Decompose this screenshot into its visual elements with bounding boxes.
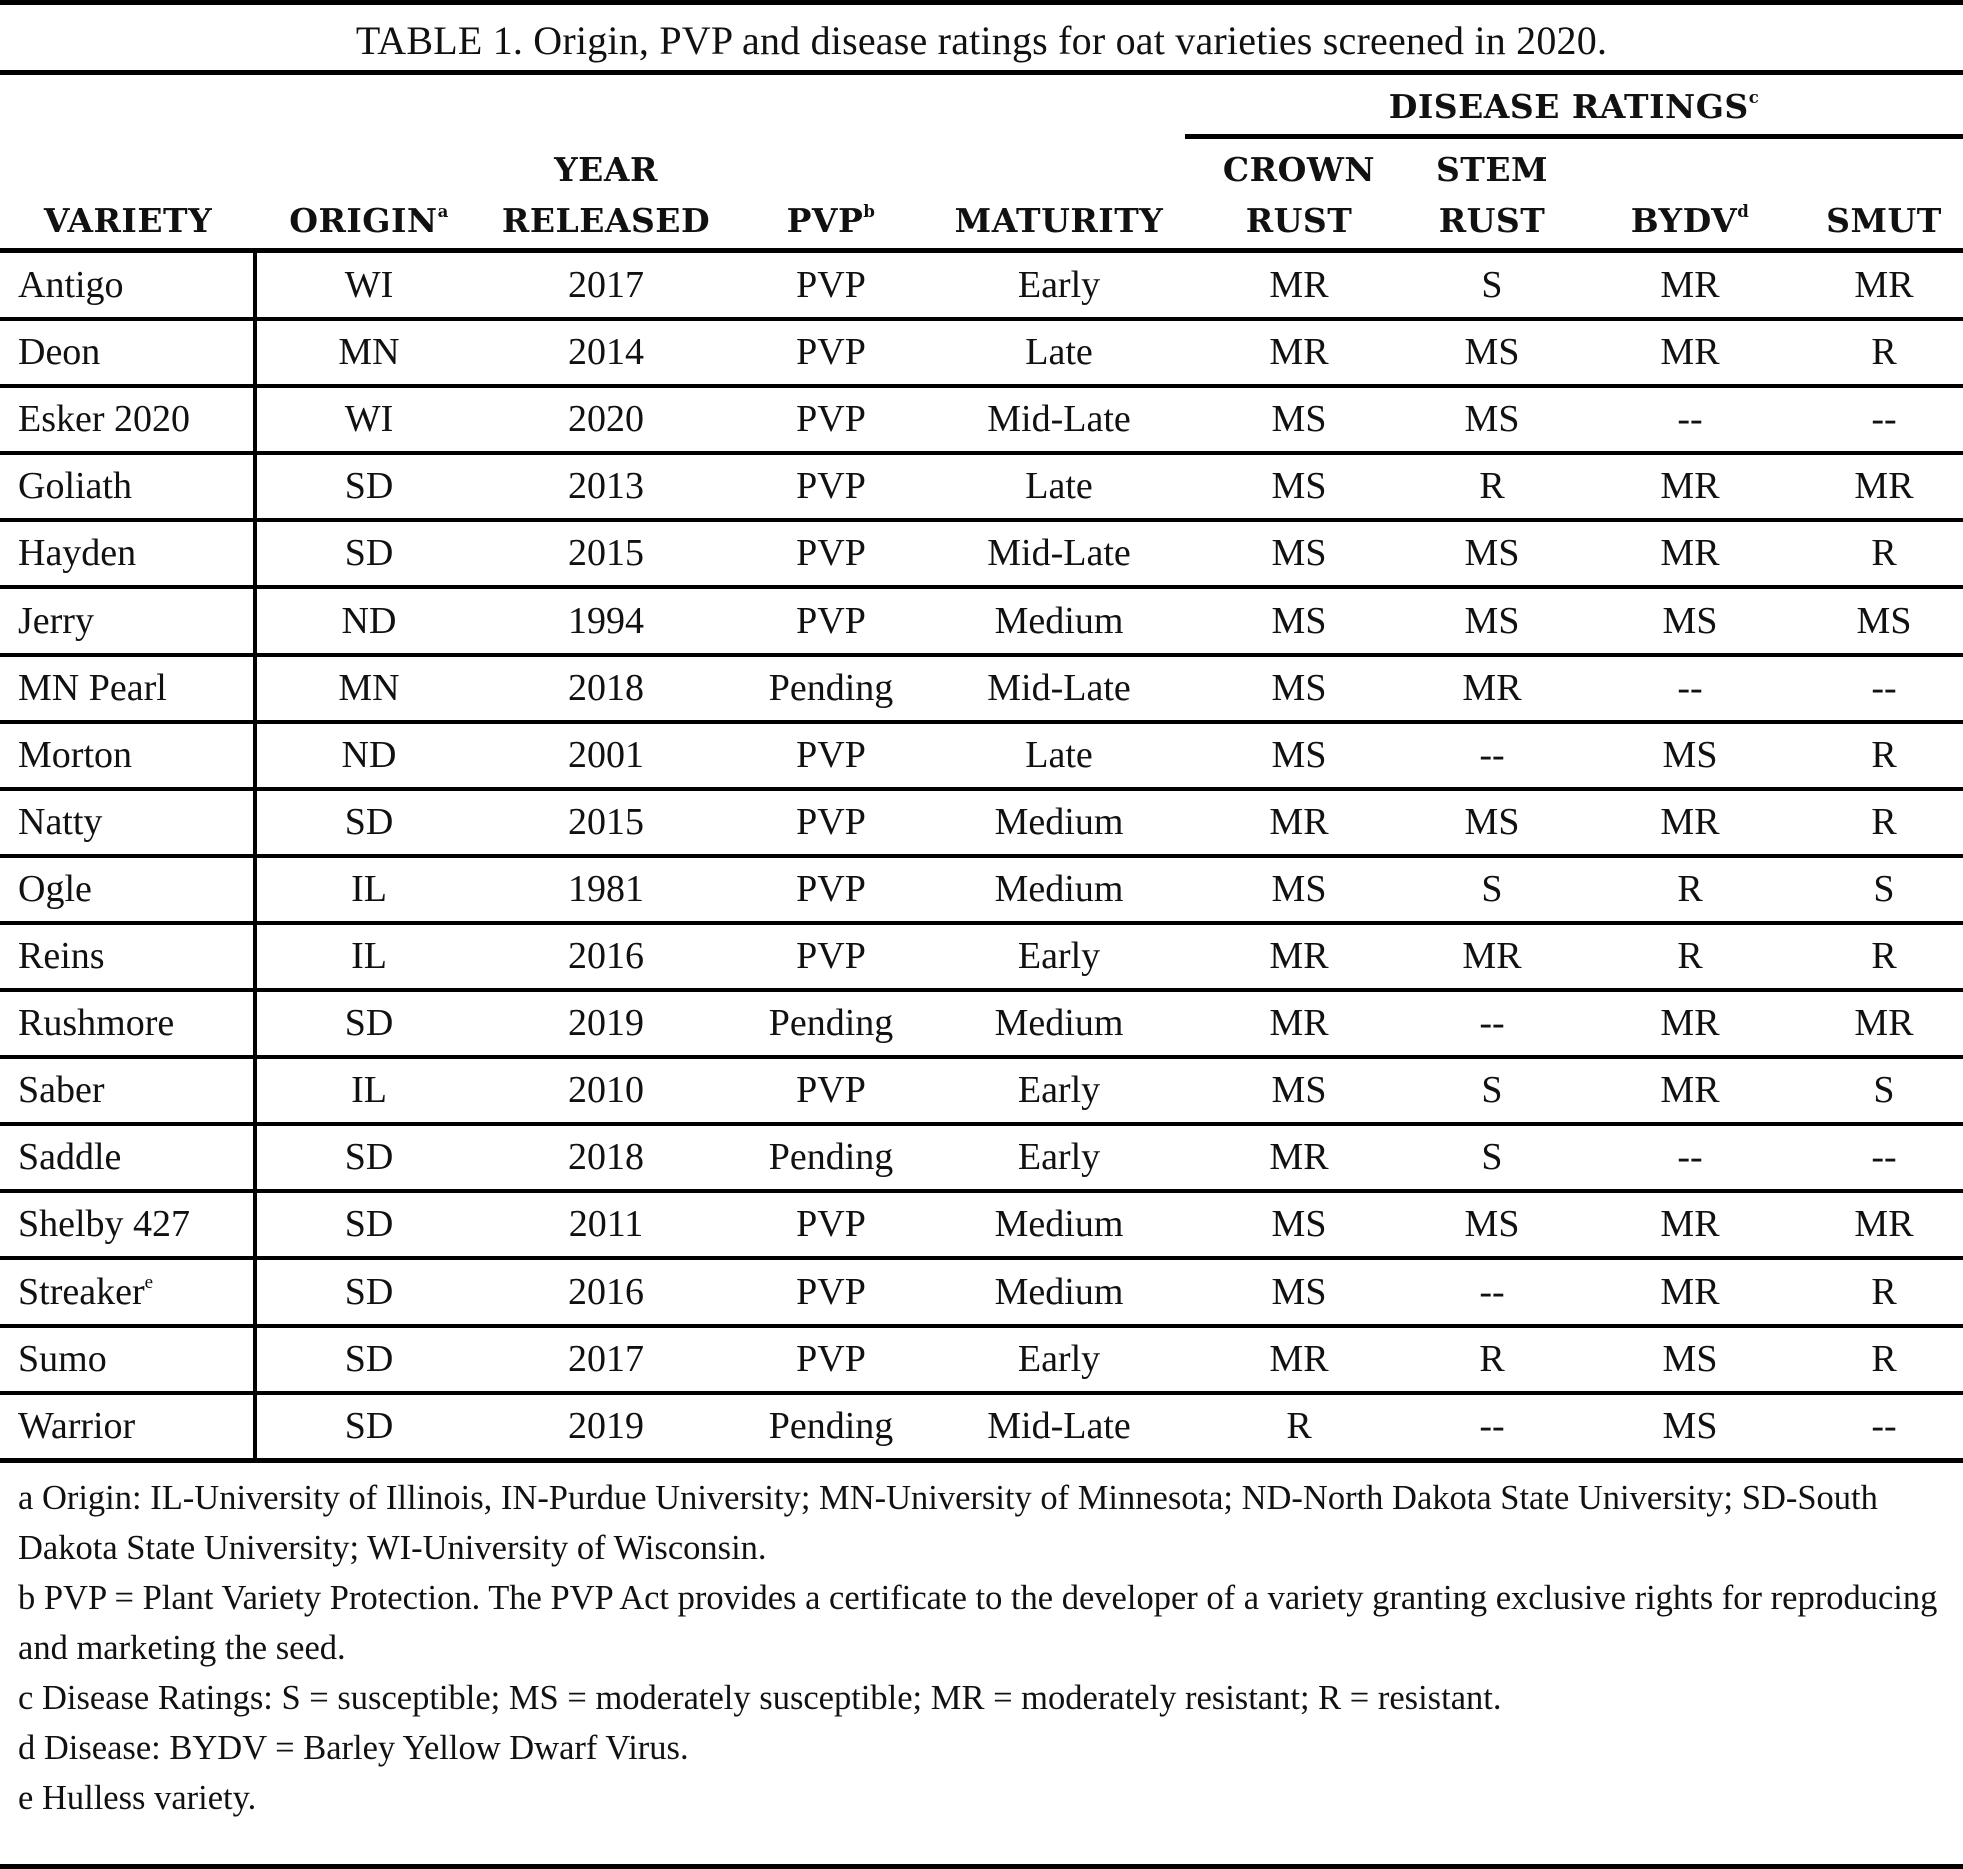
cell-bydv: MR xyxy=(1660,1270,1720,1313)
cell-bydv: MR xyxy=(1660,800,1720,843)
variety-name: Shelby 427 xyxy=(18,1203,191,1246)
cell-smut: MR xyxy=(1854,1203,1914,1246)
cell-year: 1994 xyxy=(568,599,644,642)
cell-maturity: Late xyxy=(1025,465,1093,508)
cell-variety xyxy=(18,923,105,990)
column-header-variety xyxy=(44,196,212,246)
cell-origin: WI xyxy=(344,264,394,306)
variety-name: Ogle xyxy=(18,867,92,910)
cell-pvp: PVP xyxy=(796,1069,866,1112)
table-row xyxy=(0,319,1963,386)
disease-ratings-rule xyxy=(1185,134,1963,139)
cell-smut: R xyxy=(1871,532,1897,575)
variety-name: Goliath xyxy=(18,465,132,508)
cell-maturity: Mid-Late xyxy=(987,532,1131,575)
cell-pvp: PVP xyxy=(796,331,866,374)
cell-variety xyxy=(18,588,94,655)
variety-name: Sumo xyxy=(18,1337,107,1380)
table-row xyxy=(0,856,1963,923)
cell-smut: MR xyxy=(1854,264,1914,306)
cell-pvp: PVP xyxy=(796,1270,866,1313)
cell-bydv: MS xyxy=(1662,1337,1718,1380)
cell-bydv: MR xyxy=(1660,331,1720,374)
cell-smut: -- xyxy=(1871,398,1897,441)
variety-name: Hayden xyxy=(18,532,137,575)
group-header-footnote-mark: c xyxy=(1748,88,1760,108)
cell-crown-rust: MS xyxy=(1271,733,1327,776)
cell-pvp: Pending xyxy=(768,666,894,709)
cell-year: 2020 xyxy=(568,398,644,441)
variety-name: Reins xyxy=(18,935,105,977)
cell-origin: SD xyxy=(344,1203,394,1246)
cell-variety xyxy=(18,1393,135,1460)
cell-stem-rust: S xyxy=(1481,264,1503,306)
cell-stem-rust: S xyxy=(1481,867,1503,910)
cell-year: 2016 xyxy=(568,935,644,977)
cell-variety xyxy=(18,453,132,520)
top-rule xyxy=(0,0,1963,5)
cell-crown-rust: MS xyxy=(1271,1270,1327,1313)
cell-stem-rust: -- xyxy=(1479,1404,1505,1447)
cell-variety xyxy=(18,655,167,722)
column-header-crown-rust xyxy=(1246,196,1353,246)
cell-pvp: PVP xyxy=(796,532,866,575)
cell-crown-rust: MR xyxy=(1269,1002,1329,1045)
table-row xyxy=(0,453,1963,520)
table-row xyxy=(0,923,1963,990)
cell-smut: -- xyxy=(1871,1136,1897,1179)
cell-variety xyxy=(18,1326,107,1393)
cell-stem-rust: MS xyxy=(1464,398,1520,441)
cell-origin: SD xyxy=(344,1002,394,1045)
cell-crown-rust: MS xyxy=(1271,1203,1327,1246)
cell-maturity: Mid-Late xyxy=(987,1404,1131,1447)
cell-year: 2017 xyxy=(568,1337,644,1380)
variety-name: Antigo xyxy=(18,264,124,306)
cell-maturity: Medium xyxy=(994,1270,1124,1313)
table-row xyxy=(0,789,1963,856)
cell-bydv: R xyxy=(1677,935,1703,977)
cell-year: 2014 xyxy=(568,331,644,374)
cell-smut: -- xyxy=(1871,666,1897,709)
cell-maturity: Medium xyxy=(994,800,1124,843)
cell-bydv: -- xyxy=(1677,398,1703,441)
cell-year: 2001 xyxy=(568,733,644,776)
cell-origin: IL xyxy=(351,935,387,977)
cell-maturity: Medium xyxy=(994,599,1124,642)
cell-pvp: PVP xyxy=(796,1203,866,1246)
cell-pvp: Pending xyxy=(768,1404,894,1447)
cell-year: 2016 xyxy=(568,1270,644,1313)
cell-crown-rust: MR xyxy=(1269,331,1329,374)
column-header-label: MATURITY xyxy=(954,201,1164,240)
table-row xyxy=(0,655,1963,722)
cell-origin: SD xyxy=(344,800,394,843)
cell-pvp: PVP xyxy=(796,935,866,977)
cell-stem-rust: MS xyxy=(1464,532,1520,575)
column-header-pvp xyxy=(787,196,876,246)
cell-origin: WI xyxy=(344,398,394,441)
variety-name: Rushmore xyxy=(18,1002,175,1045)
cell-variety xyxy=(18,252,124,319)
cell-stem-rust: MR xyxy=(1462,935,1522,977)
cell-bydv: MR xyxy=(1660,465,1720,508)
cell-year: 2015 xyxy=(568,800,644,843)
cell-maturity: Late xyxy=(1025,331,1093,374)
cell-origin: SD xyxy=(344,532,394,575)
table-row xyxy=(0,1057,1963,1124)
cell-stem-rust: S xyxy=(1481,1136,1503,1179)
cell-stem-rust: -- xyxy=(1479,1002,1505,1045)
cell-origin: ND xyxy=(341,599,397,642)
cell-pvp: Pending xyxy=(768,1136,894,1179)
cell-year: 2019 xyxy=(568,1404,644,1447)
table-row xyxy=(0,1191,1963,1258)
footnote-mark: b xyxy=(863,202,876,222)
table-row xyxy=(0,1393,1963,1460)
cell-crown-rust: MS xyxy=(1271,599,1327,642)
table-row xyxy=(0,520,1963,587)
cell-smut: R xyxy=(1871,800,1897,843)
cell-bydv: MS xyxy=(1662,733,1718,776)
footnote-a: a Origin: IL-University of Illinois, IN-Purdue University; MN-University of Minnesota; ND-North Dakota State University; SD-South Dakota State University; WI-University of Wisconsin. xyxy=(18,1479,1878,1567)
cell-origin: SD xyxy=(344,1136,394,1179)
column-header-crown-rust-line1: CROWN xyxy=(1222,150,1376,189)
title-rule xyxy=(0,70,1963,75)
cell-maturity: Late xyxy=(1025,733,1093,776)
column-header-stem-rust-line1: STEM xyxy=(1435,150,1549,189)
cell-maturity: Medium xyxy=(994,1203,1124,1246)
column-header-maturity xyxy=(955,196,1164,246)
cell-year: 2013 xyxy=(568,465,644,508)
cell-stem-rust: MS xyxy=(1464,1203,1520,1246)
cell-maturity: Early xyxy=(1017,935,1101,977)
column-header-origin xyxy=(289,196,449,246)
group-header-label: DISEASE RATINGS xyxy=(1388,87,1749,126)
cell-bydv: MR xyxy=(1660,1203,1720,1246)
cell-crown-rust: R xyxy=(1286,1404,1312,1447)
cell-variety xyxy=(18,520,136,587)
column-header-year xyxy=(502,196,710,246)
cell-stem-rust: -- xyxy=(1479,733,1505,776)
column-header-label: ORIGIN xyxy=(289,201,438,240)
cell-pvp: PVP xyxy=(796,1337,866,1380)
table-row xyxy=(0,990,1963,1057)
cell-maturity: Medium xyxy=(994,867,1124,910)
cell-bydv: MR xyxy=(1660,264,1720,306)
cell-variety xyxy=(18,722,132,789)
table-row xyxy=(0,588,1963,655)
column-header-stem-rust xyxy=(1439,196,1546,246)
cell-origin: SD xyxy=(344,1270,394,1313)
table-row xyxy=(0,1259,1963,1326)
variety-name: MN Pearl xyxy=(18,666,167,709)
column-header-year-line1: YEAR xyxy=(554,150,658,189)
cell-maturity: Mid-Late xyxy=(987,666,1131,709)
cell-crown-rust: MS xyxy=(1271,532,1327,575)
variety-name: Natty xyxy=(18,800,103,843)
cell-pvp: PVP xyxy=(796,733,866,776)
cell-stem-rust: MS xyxy=(1464,331,1520,374)
footnote-mark: e xyxy=(144,1271,154,1293)
cell-year: 1981 xyxy=(568,867,644,910)
cell-maturity: Early xyxy=(1017,1136,1101,1179)
cell-maturity: Early xyxy=(1017,264,1101,306)
cell-year: 2018 xyxy=(568,666,644,709)
cell-pvp: PVP xyxy=(796,465,866,508)
cell-smut: R xyxy=(1871,935,1897,977)
cell-year: 2015 xyxy=(568,532,644,575)
cell-bydv: MS xyxy=(1662,1404,1718,1447)
bottom-rule xyxy=(0,1864,1963,1869)
footnote-d: d Disease: BYDV = Barley Yellow Dwarf Virus. xyxy=(18,1729,689,1767)
cell-year: 2017 xyxy=(568,264,644,306)
cell-variety xyxy=(18,990,174,1057)
footnotes xyxy=(18,1473,1948,1823)
cell-pvp: Pending xyxy=(768,1002,894,1045)
cell-stem-rust: S xyxy=(1481,1069,1503,1112)
column-header-smut xyxy=(1826,196,1942,246)
cell-crown-rust: MS xyxy=(1271,465,1327,508)
table-row xyxy=(0,1124,1963,1191)
disease-ratings-group-header xyxy=(1389,82,1760,132)
cell-pvp: PVP xyxy=(796,398,866,441)
cell-crown-rust: MR xyxy=(1269,800,1329,843)
table-row xyxy=(0,252,1963,319)
variety-name: Warrior xyxy=(18,1404,136,1447)
table-title: TABLE 1. Origin, PVP and disease ratings for oat varieties screened in 2020. xyxy=(355,18,1608,63)
column-header-label: RELEASED xyxy=(501,201,711,240)
cell-origin: MN xyxy=(338,666,400,709)
cell-smut: -- xyxy=(1871,1404,1897,1447)
cell-origin: ND xyxy=(341,733,397,776)
column-header-label: PVP xyxy=(786,201,864,240)
cell-bydv: MR xyxy=(1660,532,1720,575)
cell-bydv: R xyxy=(1677,867,1703,910)
column-header-bydv xyxy=(1631,196,1750,246)
variety-name: Saber xyxy=(18,1069,105,1112)
cell-pvp: PVP xyxy=(796,867,866,910)
cell-variety xyxy=(18,1191,190,1258)
cell-stem-rust: -- xyxy=(1479,1270,1505,1313)
cell-bydv: MR xyxy=(1660,1002,1720,1045)
footnote-mark: a xyxy=(437,202,449,222)
cell-origin: IL xyxy=(351,867,387,910)
footnote-c: c Disease Ratings: S = susceptible; MS = moderately susceptible; MR = moderately resistant; R = resistant. xyxy=(18,1679,1502,1717)
table-row xyxy=(0,722,1963,789)
variety-name: Morton xyxy=(18,733,132,776)
cell-crown-rust: MS xyxy=(1271,398,1327,441)
cell-year: 2019 xyxy=(568,1002,644,1045)
column-header-label: BYDV xyxy=(1630,201,1738,240)
cell-bydv: MR xyxy=(1660,1069,1720,1112)
column-header-label: VARIETY xyxy=(43,201,213,240)
cell-bydv: MS xyxy=(1662,599,1718,642)
cell-variety xyxy=(18,319,100,386)
column-header-label: SMUT xyxy=(1826,201,1942,240)
cell-smut: MS xyxy=(1856,599,1912,642)
variety-name: Saddle xyxy=(18,1136,122,1179)
cell-stem-rust: MR xyxy=(1462,666,1522,709)
cell-pvp: PVP xyxy=(796,800,866,843)
cell-year: 2011 xyxy=(568,1203,644,1246)
cell-smut: MR xyxy=(1854,465,1914,508)
variety-name: Jerry xyxy=(18,599,94,642)
cell-crown-rust: MS xyxy=(1271,666,1327,709)
cell-variety xyxy=(18,1259,153,1326)
cell-smut: R xyxy=(1871,331,1897,374)
cell-smut: MR xyxy=(1854,1002,1914,1045)
cell-variety xyxy=(18,386,190,453)
cell-year: 2018 xyxy=(568,1136,644,1179)
cell-crown-rust: MR xyxy=(1269,935,1329,977)
cell-crown-rust: MR xyxy=(1269,1337,1329,1380)
cell-maturity: Mid-Late xyxy=(987,398,1131,441)
cell-year: 2010 xyxy=(568,1069,644,1112)
cell-origin: SD xyxy=(344,465,394,508)
cell-variety xyxy=(18,1124,121,1191)
cell-smut: R xyxy=(1871,1270,1897,1313)
cell-origin: SD xyxy=(344,1404,394,1447)
cell-crown-rust: MS xyxy=(1271,1069,1327,1112)
variety-name: Deon xyxy=(18,331,101,374)
cell-origin: IL xyxy=(351,1069,387,1112)
cell-variety xyxy=(18,856,92,923)
table-bottom-rule xyxy=(0,1458,1963,1463)
cell-variety xyxy=(18,1057,105,1124)
cell-variety xyxy=(18,789,102,856)
variety-name: Streaker xyxy=(18,1270,145,1313)
cell-origin: SD xyxy=(344,1337,394,1380)
cell-maturity: Early xyxy=(1017,1337,1101,1380)
cell-maturity: Medium xyxy=(994,1002,1124,1045)
cell-maturity: Early xyxy=(1017,1069,1101,1112)
cell-smut: S xyxy=(1873,867,1895,910)
column-header-label: RUST xyxy=(1245,201,1353,240)
cell-pvp: PVP xyxy=(796,264,866,306)
cell-stem-rust: R xyxy=(1479,465,1505,508)
cell-crown-rust: MR xyxy=(1269,1136,1329,1179)
cell-bydv: -- xyxy=(1677,666,1703,709)
cell-stem-rust: MS xyxy=(1464,800,1520,843)
cell-origin: MN xyxy=(338,331,400,374)
cell-stem-rust: MS xyxy=(1464,599,1520,642)
cell-stem-rust: R xyxy=(1479,1337,1505,1380)
footnote-mark: d xyxy=(1737,202,1750,222)
footnote-e: e Hulless variety. xyxy=(18,1779,257,1817)
cell-bydv: -- xyxy=(1677,1136,1703,1179)
footnote-b: b PVP = Plant Variety Protection. The PVP Act provides a certificate to the developer of a variety granting exclusive rights for reproducing and marketing the seed. xyxy=(18,1579,1938,1667)
column-header-label: RUST xyxy=(1438,201,1546,240)
cell-pvp: PVP xyxy=(796,599,866,642)
cell-crown-rust: MS xyxy=(1271,867,1327,910)
variety-name: Esker 2020 xyxy=(18,398,191,441)
table-row xyxy=(0,386,1963,453)
table-row xyxy=(0,1326,1963,1393)
cell-smut: S xyxy=(1873,1069,1895,1112)
cell-smut: R xyxy=(1871,733,1897,776)
cell-smut: R xyxy=(1871,1337,1897,1380)
cell-crown-rust: MR xyxy=(1269,264,1329,306)
